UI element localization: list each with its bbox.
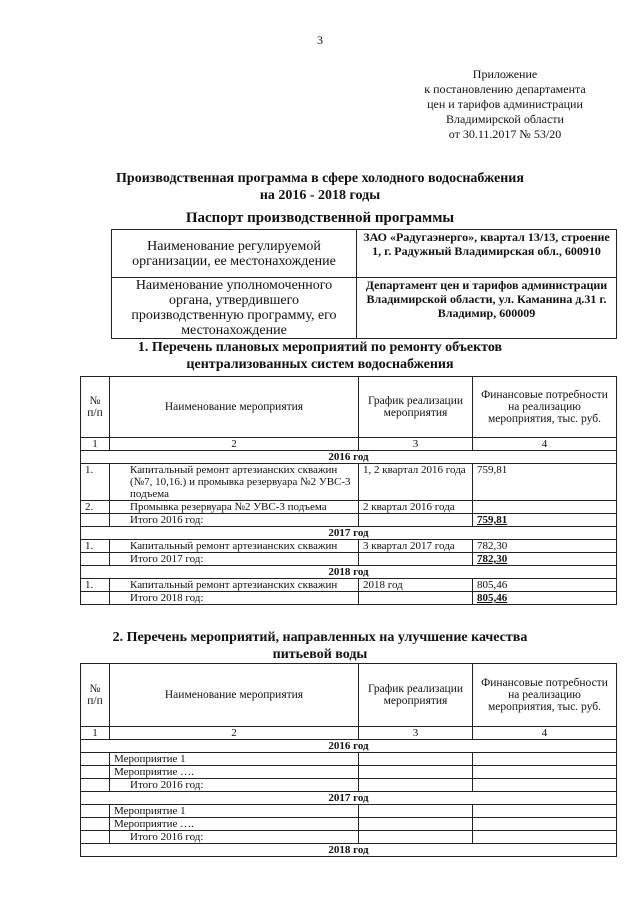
passport-value: Департамент цен и тарифов администрации Владимирской области, ул. Каманина д.31 г. Владимир, 600009 — [357, 278, 617, 339]
event-name: Мероприятие 1 — [110, 753, 359, 766]
event-schedule: 2018 год — [359, 579, 473, 592]
empty-cell — [81, 592, 110, 605]
year-label: 2017 год — [81, 527, 617, 540]
column-header: Наименование мероприятия — [110, 664, 359, 727]
empty-cell — [473, 831, 617, 844]
total-value: 805,46 — [473, 592, 617, 605]
document-title — [0, 170, 640, 204]
event-amount: 759,81 — [473, 464, 617, 501]
column-number-row — [81, 438, 617, 451]
table-row — [81, 579, 617, 592]
appendix-line: Приложение — [472, 67, 538, 81]
column-number: 3 — [359, 438, 473, 451]
table-row — [81, 766, 617, 779]
heading-line: 1. Перечень плановых мероприятий по ремонту объектов — [137, 340, 503, 355]
empty-cell — [359, 753, 473, 766]
empty-cell — [473, 805, 617, 818]
table-row — [81, 805, 617, 818]
title-line: на 2016 - 2018 годы — [259, 188, 381, 203]
row-number: 1. — [81, 540, 110, 553]
column-number: 1 — [81, 438, 110, 451]
empty-cell — [473, 818, 617, 831]
event-amount: 782,30 — [473, 540, 617, 553]
year-row — [81, 740, 617, 753]
empty-cell — [81, 514, 110, 527]
passport-label: Наименование уполномоченного органа, утвердившего производственную программу, его местонахождение — [112, 278, 357, 339]
event-name: Мероприятие …. — [110, 766, 359, 779]
empty-cell — [81, 805, 110, 818]
appendix-line: цен и тарифов администрации — [427, 97, 583, 111]
empty-cell — [359, 779, 473, 792]
event-schedule: 1, 2 квартал 2016 года — [359, 464, 473, 501]
appendix-line: от 30.11.2017 № 53/20 — [448, 127, 562, 141]
appendix-block — [400, 67, 610, 142]
total-row — [81, 779, 617, 792]
passport-value: ЗАО «Радугаэнерго», квартал 13/13, строение 1, г. Радужный Владимирская обл., 600910 — [357, 230, 617, 278]
year-label: 2018 год — [81, 844, 617, 857]
empty-cell — [473, 779, 617, 792]
event-name: Мероприятие …. — [110, 818, 359, 831]
empty-cell — [473, 766, 617, 779]
column-number: 1 — [81, 727, 110, 740]
section2-heading — [0, 629, 640, 663]
passport-row — [112, 230, 617, 278]
total-label: Итого 2017 год: — [110, 553, 359, 566]
empty-cell — [359, 818, 473, 831]
event-name: Мероприятие 1 — [110, 805, 359, 818]
event-amount — [473, 501, 617, 514]
row-number: 2. — [81, 501, 110, 514]
column-number: 2 — [110, 727, 359, 740]
empty-cell — [359, 553, 473, 566]
year-label: 2016 год — [81, 740, 617, 753]
empty-cell — [359, 805, 473, 818]
total-label: Итого 2018 год: — [110, 592, 359, 605]
year-label: 2018 год — [81, 566, 617, 579]
empty-cell — [359, 766, 473, 779]
page-number: 3 — [317, 33, 323, 47]
year-row — [81, 527, 617, 540]
table-header-row — [81, 377, 617, 438]
empty-cell — [81, 753, 110, 766]
table-header-row — [81, 664, 617, 727]
passport-heading: Паспорт производственной программы — [185, 210, 455, 226]
total-row — [81, 514, 617, 527]
total-row — [81, 553, 617, 566]
table-row — [81, 753, 617, 766]
column-number-row — [81, 727, 617, 740]
empty-cell — [81, 553, 110, 566]
heading-line: централизованных систем водоснабжения — [186, 357, 454, 372]
empty-cell — [81, 779, 110, 792]
empty-cell — [359, 514, 473, 527]
event-schedule: 2 квартал 2016 года — [359, 501, 473, 514]
year-row — [81, 792, 617, 805]
passport-table — [111, 229, 617, 339]
column-header: График реализации мероприятия — [359, 664, 473, 727]
row-number: 1. — [81, 579, 110, 592]
total-row — [81, 831, 617, 844]
event-schedule: 3 квартал 2017 года — [359, 540, 473, 553]
appendix-line: Владимирской области — [446, 112, 564, 126]
heading-line: питьевой воды — [272, 647, 368, 662]
year-row — [81, 451, 617, 464]
passport-row — [112, 278, 617, 339]
total-label: Итого 2016 год: — [110, 514, 359, 527]
column-number: 3 — [359, 727, 473, 740]
empty-cell — [81, 818, 110, 831]
column-number: 2 — [110, 438, 359, 451]
column-number: 4 — [473, 438, 617, 451]
title-line: Производственная программа в сфере холодного водоснабжения — [116, 171, 524, 186]
section1-heading — [0, 339, 640, 373]
passport-label: Наименование регулируемой организации, ее местонахождение — [112, 230, 357, 278]
year-row — [81, 844, 617, 857]
column-header: Наименование мероприятия — [110, 377, 359, 438]
total-value: 759,81 — [473, 514, 617, 527]
heading-line: 2. Перечень мероприятий, направленных на улучшение качества — [112, 630, 528, 645]
event-name: Капитальный ремонт артезианских скважин — [110, 579, 359, 592]
column-header: Финансовые потребности на реализацию мероприятия, тыс. руб. — [473, 664, 617, 727]
total-value: 782,30 — [473, 553, 617, 566]
appendix-line: к постановлению департамента — [424, 82, 586, 96]
year-row — [81, 566, 617, 579]
event-name: Капитальный ремонт артезианских скважин — [110, 540, 359, 553]
empty-cell — [473, 753, 617, 766]
year-label: 2016 год — [81, 451, 617, 464]
row-number: 1. — [81, 464, 110, 501]
column-header: График реализации мероприятия — [359, 377, 473, 438]
column-number: 4 — [473, 727, 617, 740]
water-quality-table — [80, 663, 617, 857]
empty-cell — [81, 766, 110, 779]
table-row — [81, 540, 617, 553]
event-name: Капитальный ремонт артезианских скважин (№7, 10,16.) и промывка резервуара №2 УВС-3 подъема — [110, 464, 359, 501]
empty-cell — [359, 831, 473, 844]
column-header: Финансовые потребности на реализацию мероприятия, тыс. руб. — [473, 377, 617, 438]
empty-cell — [359, 592, 473, 605]
table-row — [81, 464, 617, 501]
table-row — [81, 818, 617, 831]
total-row — [81, 592, 617, 605]
year-label: 2017 год — [81, 792, 617, 805]
column-header: № п/п — [81, 377, 110, 438]
total-label: Итого 2016 год: — [110, 831, 359, 844]
event-name: Промывка резервуара №2 УВС-3 подъема — [110, 501, 359, 514]
total-label: Итого 2016 год: — [110, 779, 359, 792]
empty-cell — [81, 831, 110, 844]
table-row — [81, 501, 617, 514]
column-header: № п/п — [81, 664, 110, 727]
repair-table — [80, 376, 617, 605]
event-amount: 805,46 — [473, 579, 617, 592]
